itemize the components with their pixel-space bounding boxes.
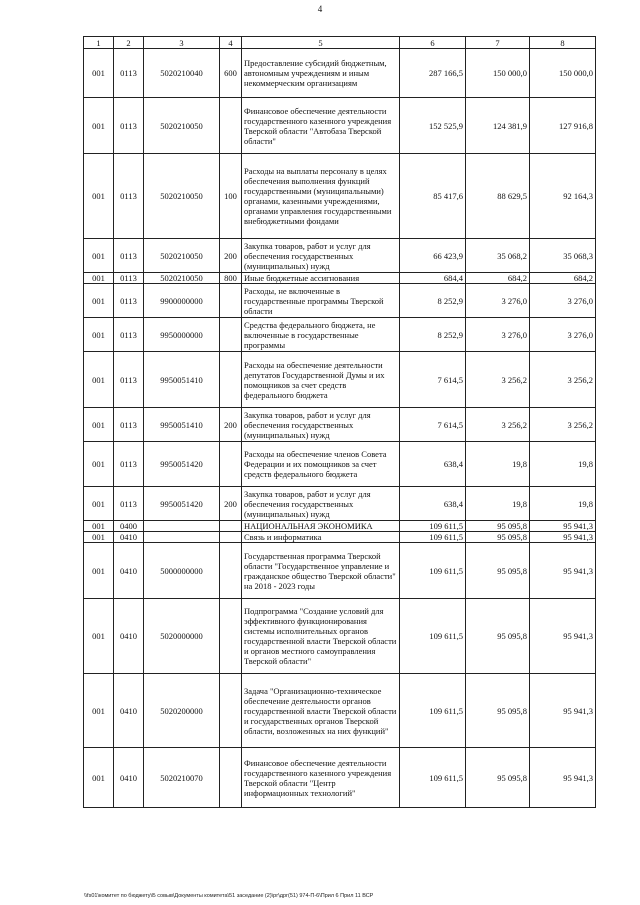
cell-subsection: 0113 [114, 284, 144, 318]
file-path-footer: \\fs01\комитет по бюджету\Б совыв\Документы комитета\51 заседание (2)\рг\дрг(51) 974-П-6\Прил 6 Прил 11 ВСР [84, 893, 374, 899]
column-header: 3 [144, 37, 220, 49]
cell-expense-type: 200 [220, 487, 242, 521]
cell-amount-col7: 95 095,8 [466, 521, 530, 532]
cell-subsection: 0113 [114, 352, 144, 408]
table-row [84, 674, 596, 748]
cell-amount-col7: 95 095,8 [466, 543, 530, 599]
cell-description: Закупка товаров, работ и услуг для обеспечения государственных (муниципальных) нужд [242, 239, 400, 273]
cell-amount-col6: 109 611,5 [400, 599, 466, 674]
cell-subsection: 0410 [114, 674, 144, 748]
cell-subsection: 0113 [114, 442, 144, 487]
column-header: 8 [530, 37, 596, 49]
cell-section: 001 [84, 318, 114, 352]
cell-section: 001 [84, 154, 114, 239]
cell-subsection: 0113 [114, 239, 144, 273]
table-row [84, 408, 596, 442]
table-row [84, 442, 596, 487]
cell-description: НАЦИОНАЛЬНАЯ ЭКОНОМИКА [242, 521, 400, 532]
cell-expense-type: 800 [220, 273, 242, 284]
table-row [84, 273, 596, 284]
cell-expense-type [220, 98, 242, 154]
cell-expense-type [220, 599, 242, 674]
cell-expense-type [220, 521, 242, 532]
cell-description: Расходы на обеспечение деятельности депутатов Государственной Думы и их помощников за счет средств федерального бюджета [242, 352, 400, 408]
cell-amount-col6: 638,4 [400, 487, 466, 521]
cell-target-article: 9950051410 [144, 352, 220, 408]
page-number: 4 [317, 4, 323, 14]
cell-target-article [144, 532, 220, 543]
cell-amount-col8: 95 941,3 [530, 532, 596, 543]
cell-amount-col8: 95 941,3 [530, 521, 596, 532]
cell-amount-col6: 7 614,5 [400, 408, 466, 442]
cell-amount-col6: 8 252,9 [400, 318, 466, 352]
cell-section: 001 [84, 273, 114, 284]
cell-section: 001 [84, 487, 114, 521]
cell-target-article: 9950051410 [144, 408, 220, 442]
cell-expense-type [220, 352, 242, 408]
budget-table [83, 36, 596, 808]
cell-amount-col8: 95 941,3 [530, 599, 596, 674]
cell-amount-col8: 92 164,3 [530, 154, 596, 239]
cell-description: Финансовое обеспечение деятельности государственного казенного учреждения Тверской области "Автобаза Тверской области" [242, 98, 400, 154]
cell-amount-col7: 3 276,0 [466, 284, 530, 318]
cell-amount-col6: 638,4 [400, 442, 466, 487]
cell-amount-col8: 95 941,3 [530, 748, 596, 808]
cell-amount-col8: 19,8 [530, 442, 596, 487]
cell-amount-col7: 124 381,9 [466, 98, 530, 154]
cell-amount-col8: 127 916,8 [530, 98, 596, 154]
table-row [84, 521, 596, 532]
cell-target-article: 9950051420 [144, 487, 220, 521]
column-header: 6 [400, 37, 466, 49]
cell-expense-type: 600 [220, 49, 242, 98]
table-row [84, 599, 596, 674]
cell-target-article: 9900000000 [144, 284, 220, 318]
cell-amount-col6: 109 611,5 [400, 532, 466, 543]
cell-amount-col6: 684,4 [400, 273, 466, 284]
cell-target-article: 5020210050 [144, 98, 220, 154]
cell-amount-col7: 19,8 [466, 442, 530, 487]
cell-description: Закупка товаров, работ и услуг для обеспечения государственных (муниципальных) нужд [242, 408, 400, 442]
cell-amount-col7: 95 095,8 [466, 748, 530, 808]
cell-amount-col8: 3 276,0 [530, 284, 596, 318]
cell-expense-type [220, 532, 242, 543]
cell-description: Государственная программа Тверской области "Государственное управление и гражданское общество Тверской области" на 2018 - 2023 годы [242, 543, 400, 599]
cell-amount-col8: 3 276,0 [530, 318, 596, 352]
cell-section: 001 [84, 532, 114, 543]
cell-amount-col7: 3 276,0 [466, 318, 530, 352]
cell-section: 001 [84, 521, 114, 532]
cell-subsection: 0113 [114, 487, 144, 521]
cell-amount-col7: 35 068,2 [466, 239, 530, 273]
cell-section: 001 [84, 352, 114, 408]
cell-section: 001 [84, 284, 114, 318]
cell-expense-type: 200 [220, 239, 242, 273]
table-row [84, 318, 596, 352]
cell-subsection: 0113 [114, 318, 144, 352]
cell-description: Финансовое обеспечение деятельности государственного казенного учреждения Тверской области "Центр информационных технологий" [242, 748, 400, 808]
cell-target-article [144, 521, 220, 532]
cell-section: 001 [84, 543, 114, 599]
cell-amount-col8: 3 256,2 [530, 408, 596, 442]
cell-amount-col7: 3 256,2 [466, 352, 530, 408]
cell-expense-type [220, 442, 242, 487]
cell-expense-type: 100 [220, 154, 242, 239]
cell-amount-col6: 109 611,5 [400, 674, 466, 748]
cell-target-article: 5020210050 [144, 239, 220, 273]
table-row [84, 487, 596, 521]
table-row [84, 154, 596, 239]
cell-expense-type [220, 284, 242, 318]
table-row [84, 352, 596, 408]
cell-target-article: 9950000000 [144, 318, 220, 352]
table-row [84, 543, 596, 599]
cell-expense-type [220, 543, 242, 599]
cell-amount-col8: 95 941,3 [530, 674, 596, 748]
cell-amount-col8: 150 000,0 [530, 49, 596, 98]
column-header: 4 [220, 37, 242, 49]
cell-expense-type: 200 [220, 408, 242, 442]
cell-subsection: 0113 [114, 49, 144, 98]
cell-amount-col6: 66 423,9 [400, 239, 466, 273]
cell-subsection: 0113 [114, 154, 144, 239]
cell-amount-col6: 287 166,5 [400, 49, 466, 98]
cell-amount-col7: 95 095,8 [466, 599, 530, 674]
cell-expense-type [220, 318, 242, 352]
cell-amount-col6: 152 525,9 [400, 98, 466, 154]
cell-expense-type [220, 748, 242, 808]
column-header: 2 [114, 37, 144, 49]
cell-target-article: 5020210050 [144, 154, 220, 239]
cell-amount-col7: 684,2 [466, 273, 530, 284]
cell-subsection: 0410 [114, 599, 144, 674]
cell-amount-col8: 3 256,2 [530, 352, 596, 408]
cell-subsection: 0113 [114, 273, 144, 284]
column-header: 5 [242, 37, 400, 49]
cell-section: 001 [84, 674, 114, 748]
cell-amount-col7: 88 629,5 [466, 154, 530, 239]
cell-subsection: 0410 [114, 748, 144, 808]
cell-description: Расходы на выплаты персоналу в целях обеспечения выполнения функций государственными (муниципальными) органами, казенными учреждениями, органами управления государственными внебюджетными фондами [242, 154, 400, 239]
cell-subsection: 0113 [114, 98, 144, 154]
cell-target-article: 5020000000 [144, 599, 220, 674]
cell-amount-col7: 3 256,2 [466, 408, 530, 442]
table-row [84, 49, 596, 98]
cell-target-article: 5020210050 [144, 273, 220, 284]
table-row [84, 284, 596, 318]
table-row [84, 98, 596, 154]
cell-description: Подпрограмма "Создание условий для эффективного функционирования системы исполнительных органов государственной власти Тверской области и органов местного самоуправления Тверской области" [242, 599, 400, 674]
cell-target-article: 5000000000 [144, 543, 220, 599]
cell-subsection: 0113 [114, 408, 144, 442]
cell-description: Задача "Организационно-техническое обеспечение деятельности органов государственной власти Тверской области и государственных органов Тверской области, возложенных на них функций" [242, 674, 400, 748]
column-header: 1 [84, 37, 114, 49]
cell-target-article: 5020200000 [144, 674, 220, 748]
cell-section: 001 [84, 408, 114, 442]
cell-subsection: 0410 [114, 532, 144, 543]
cell-amount-col7: 19,8 [466, 487, 530, 521]
cell-amount-col6: 109 611,5 [400, 521, 466, 532]
cell-section: 001 [84, 49, 114, 98]
cell-section: 001 [84, 748, 114, 808]
cell-description: Закупка товаров, работ и услуг для обеспечения государственных (муниципальных) нужд [242, 487, 400, 521]
cell-amount-col8: 684,2 [530, 273, 596, 284]
cell-target-article: 5020210040 [144, 49, 220, 98]
cell-amount-col6: 7 614,5 [400, 352, 466, 408]
cell-amount-col8: 95 941,3 [530, 543, 596, 599]
cell-amount-col8: 19,8 [530, 487, 596, 521]
cell-amount-col7: 95 095,8 [466, 674, 530, 748]
cell-expense-type [220, 674, 242, 748]
cell-description: Расходы, не включенные в государственные программы Тверской области [242, 284, 400, 318]
cell-amount-col7: 95 095,8 [466, 532, 530, 543]
cell-subsection: 0400 [114, 521, 144, 532]
column-header: 7 [466, 37, 530, 49]
cell-description: Средства федерального бюджета, не включенные в государственные программы [242, 318, 400, 352]
cell-section: 001 [84, 442, 114, 487]
cell-amount-col8: 35 068,3 [530, 239, 596, 273]
table-row [84, 532, 596, 543]
cell-subsection: 0410 [114, 543, 144, 599]
cell-amount-col6: 109 611,5 [400, 748, 466, 808]
cell-amount-col6: 8 252,9 [400, 284, 466, 318]
header-row [84, 37, 596, 49]
cell-target-article: 9950051420 [144, 442, 220, 487]
cell-description: Иные бюджетные ассигнования [242, 273, 400, 284]
cell-amount-col7: 150 000,0 [466, 49, 530, 98]
cell-amount-col6: 109 611,5 [400, 543, 466, 599]
table-row [84, 748, 596, 808]
cell-target-article: 5020210070 [144, 748, 220, 808]
cell-amount-col6: 85 417,6 [400, 154, 466, 239]
cell-description: Связь и информатика [242, 532, 400, 543]
table-row [84, 239, 596, 273]
cell-section: 001 [84, 599, 114, 674]
cell-description: Предоставление субсидий бюджетным, автономным учреждениям и иным некоммерческим организациям [242, 49, 400, 98]
cell-section: 001 [84, 98, 114, 154]
cell-section: 001 [84, 239, 114, 273]
cell-description: Расходы на обеспечение членов Совета Федерации и их помощников за счет средств федерального бюджета [242, 442, 400, 487]
